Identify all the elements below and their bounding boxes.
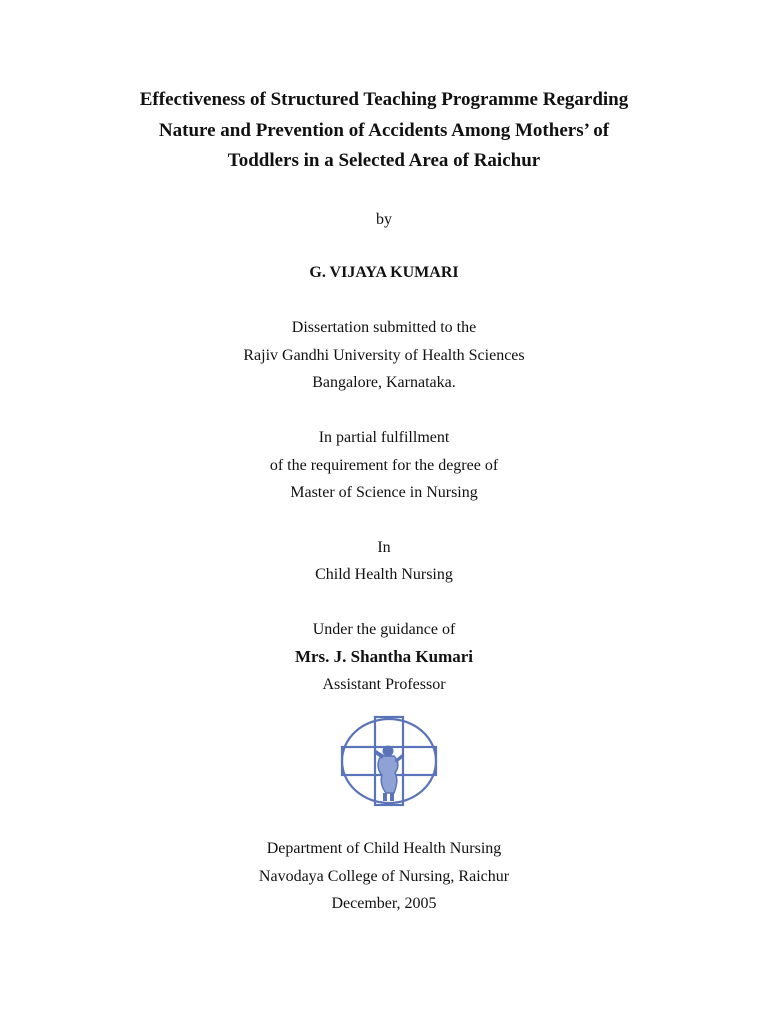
guidance-intro: Under the guidance of [312, 621, 456, 638]
guide-name: Mrs. J. Shantha Kumari [294, 647, 474, 666]
submission-line-2: Rajiv Gandhi University of Health Sciences [243, 347, 525, 364]
submission-line-3: Bangalore, Karnataka. [312, 374, 456, 391]
title-line-2: Nature and Prevention of Accidents Among Mothers’ of [158, 120, 610, 141]
fulfillment-line-1: In partial fulfillment [318, 429, 450, 446]
department-name: Department of Child Health Nursing [266, 840, 502, 857]
submission-date: December, 2005 [331, 895, 437, 912]
title-line-1: Effectiveness of Structured Teaching Programme Regarding [139, 89, 629, 110]
specialty-in: In [377, 539, 391, 556]
college-name: Navodaya College of Nursing, Raichur [258, 868, 510, 885]
title-line-3: Toddlers in a Selected Area of Raichur [227, 150, 541, 171]
by-text: by [376, 211, 392, 228]
submission-line-1: Dissertation submitted to the [291, 319, 477, 336]
specialty-name: Child Health Nursing [315, 566, 453, 583]
degree-name: Master of Science in Nursing [290, 484, 478, 501]
nursing-cross-emblem-icon [338, 713, 440, 809]
fulfillment-line-2: of the requirement for the degree of [269, 457, 499, 474]
author-name: G. VIJAYA KUMARI [309, 264, 459, 281]
guide-title: Assistant Professor [322, 676, 446, 693]
